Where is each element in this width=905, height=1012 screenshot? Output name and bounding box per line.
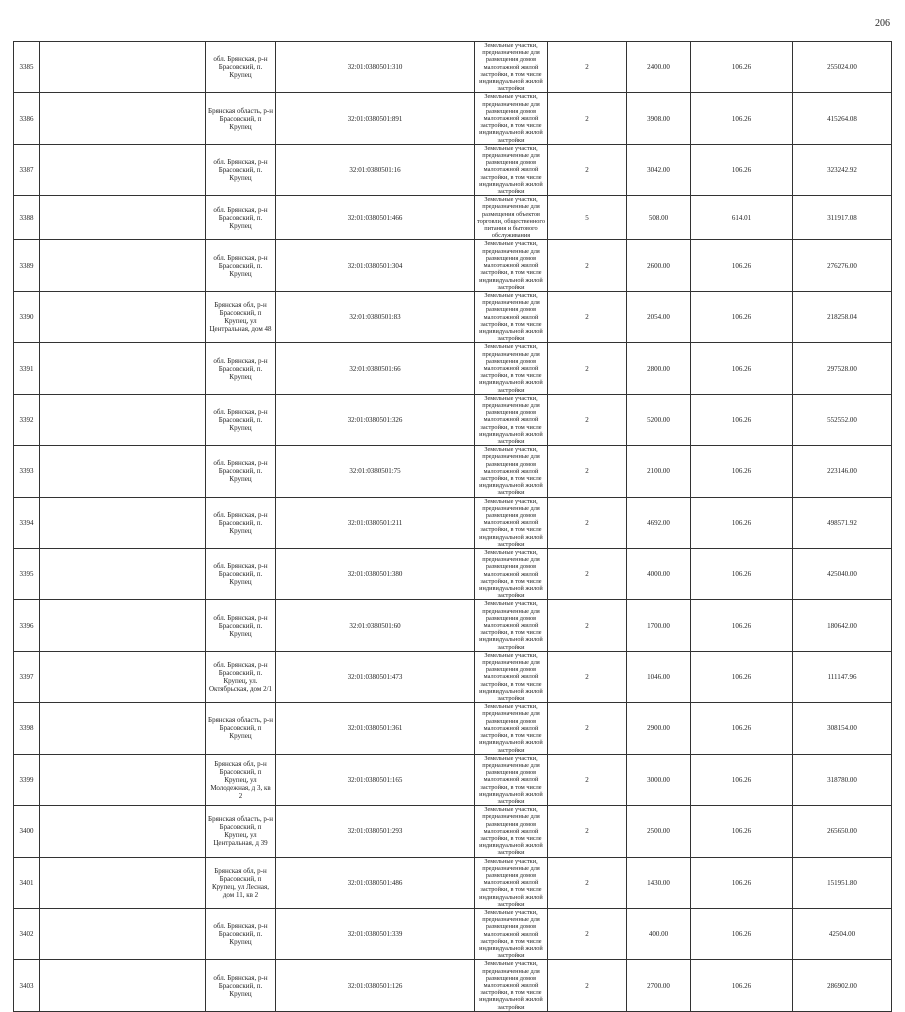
- specific-value-cell: 106.26: [691, 291, 793, 342]
- group-cell: 2: [548, 600, 627, 651]
- blank-cell: [40, 806, 206, 857]
- blank-cell: [40, 240, 206, 291]
- group-cell: 2: [548, 93, 627, 144]
- row-number-cell: 3392: [14, 394, 40, 445]
- cadastral-number-cell: 32:01:0380501:473: [276, 651, 475, 702]
- group-cell: 2: [548, 446, 627, 497]
- specific-value-cell: 106.26: [691, 144, 793, 195]
- address-cell: Брянская обл, р-н Брасовский, п Крупец, ул Молодежная, д 3, кв 2: [206, 754, 276, 805]
- address-cell: обл. Брянская, р-н Брасовский, п. Крупец: [206, 42, 276, 93]
- specific-value-cell: 106.26: [691, 651, 793, 702]
- group-cell: 2: [548, 651, 627, 702]
- table-row: [14, 754, 892, 805]
- page-number: 206: [875, 18, 890, 29]
- row-number-cell: 3388: [14, 196, 40, 240]
- cadastral-number-cell: 32:01:0380501:339: [276, 908, 475, 959]
- row-number-cell: 3396: [14, 600, 40, 651]
- table-row: [14, 497, 892, 548]
- cadastral-number-cell: 32:01:0380501:211: [276, 497, 475, 548]
- blank-cell: [40, 960, 206, 1011]
- land-use-cell: Земельные участки, предназначенные для размещения домов малоэтажной жилой застройки, в том числе индивидуальной жилой застройки: [475, 857, 548, 908]
- address-cell: обл. Брянская, р-н Брасовский, п. Крупец: [206, 394, 276, 445]
- address-cell: обл. Брянская, р-н Брасовский, п. Крупец: [206, 446, 276, 497]
- area-cell: 1430.00: [627, 857, 691, 908]
- table-row: [14, 343, 892, 394]
- row-number-cell: 3391: [14, 343, 40, 394]
- blank-cell: [40, 291, 206, 342]
- cadastral-value-cell: 552552.00: [793, 394, 892, 445]
- area-cell: 2700.00: [627, 960, 691, 1011]
- blank-cell: [40, 497, 206, 548]
- specific-value-cell: 614.01: [691, 196, 793, 240]
- row-number-cell: 3389: [14, 240, 40, 291]
- cadastral-value-cell: 425040.00: [793, 549, 892, 600]
- land-use-cell: Земельные участки, предназначенные для размещения домов малоэтажной жилой застройки, в том числе индивидуальной жилой застройки: [475, 806, 548, 857]
- land-use-cell: Земельные участки, предназначенные для размещения домов малоэтажной жилой застройки, в том числе индивидуальной жилой застройки: [475, 394, 548, 445]
- specific-value-cell: 106.26: [691, 857, 793, 908]
- specific-value-cell: 106.26: [691, 960, 793, 1011]
- table-row: [14, 908, 892, 959]
- cadastral-number-cell: 32:01:0380501:304: [276, 240, 475, 291]
- cadastral-number-cell: 32:01:0380501:83: [276, 291, 475, 342]
- group-cell: 2: [548, 703, 627, 754]
- group-cell: 2: [548, 240, 627, 291]
- blank-cell: [40, 651, 206, 702]
- cadastral-number-cell: 32:01:0380501:310: [276, 42, 475, 93]
- row-number-cell: 3390: [14, 291, 40, 342]
- land-use-cell: Земельные участки, предназначенные для размещения домов малоэтажной жилой застройки, в том числе индивидуальной жилой застройки: [475, 651, 548, 702]
- specific-value-cell: 106.26: [691, 703, 793, 754]
- blank-cell: [40, 754, 206, 805]
- table-row: [14, 196, 892, 240]
- address-cell: обл. Брянская, р-н Брасовский, п. Крупец: [206, 343, 276, 394]
- cadastral-value-cell: 265650.00: [793, 806, 892, 857]
- land-use-cell: Земельные участки, предназначенные для размещения домов малоэтажной жилой застройки, в том числе индивидуальной жилой застройки: [475, 703, 548, 754]
- specific-value-cell: 106.26: [691, 240, 793, 291]
- cadastral-value-cell: 276276.00: [793, 240, 892, 291]
- group-cell: 2: [548, 549, 627, 600]
- area-cell: 2500.00: [627, 806, 691, 857]
- group-cell: 2: [548, 806, 627, 857]
- area-cell: 1046.00: [627, 651, 691, 702]
- cadastral-number-cell: 32:01:0380501:326: [276, 394, 475, 445]
- address-cell: обл. Брянская, р-н Брасовский, п. Крупец: [206, 144, 276, 195]
- table-row: [14, 394, 892, 445]
- cadastral-value-table: [13, 41, 892, 1012]
- address-cell: Брянская область, р-н Брасовский, п Крупец: [206, 703, 276, 754]
- specific-value-cell: 106.26: [691, 908, 793, 959]
- group-cell: 2: [548, 754, 627, 805]
- area-cell: 2600.00: [627, 240, 691, 291]
- area-cell: 2900.00: [627, 703, 691, 754]
- table-row: [14, 446, 892, 497]
- cadastral-number-cell: 32:01:0380501:891: [276, 93, 475, 144]
- cadastral-number-cell: 32:01:0380501:466: [276, 196, 475, 240]
- land-use-cell: Земельные участки, предназначенные для размещения домов малоэтажной жилой застройки, в том числе индивидуальной жилой застройки: [475, 446, 548, 497]
- area-cell: 3042.00: [627, 144, 691, 195]
- area-cell: 3000.00: [627, 754, 691, 805]
- land-use-cell: Земельные участки, предназначенные для размещения домов малоэтажной жилой застройки, в том числе индивидуальной жилой застройки: [475, 240, 548, 291]
- blank-cell: [40, 549, 206, 600]
- group-cell: 5: [548, 196, 627, 240]
- area-cell: 508.00: [627, 196, 691, 240]
- cadastral-number-cell: 32:01:0380501:293: [276, 806, 475, 857]
- address-cell: обл. Брянская, р-н Брасовский, п. Крупец, ул. Октябрьская, дом 2/1: [206, 651, 276, 702]
- land-use-cell: Земельные участки, предназначенные для размещения домов малоэтажной жилой застройки, в том числе индивидуальной жилой застройки: [475, 42, 548, 93]
- land-use-cell: Земельные участки, предназначенные для размещения домов малоэтажной жилой застройки, в том числе индивидуальной жилой застройки: [475, 144, 548, 195]
- cadastral-number-cell: 32:01:0380501:486: [276, 857, 475, 908]
- specific-value-cell: 106.26: [691, 497, 793, 548]
- area-cell: 4000.00: [627, 549, 691, 600]
- address-cell: Брянская обл, р-н Брасовский, п Крупец, ул Центральная, дом 48: [206, 291, 276, 342]
- specific-value-cell: 106.26: [691, 343, 793, 394]
- group-cell: 2: [548, 42, 627, 93]
- address-cell: обл. Брянская, р-н Брасовский, п. Крупец: [206, 497, 276, 548]
- cadastral-number-cell: 32:01:0380501:126: [276, 960, 475, 1011]
- group-cell: 2: [548, 960, 627, 1011]
- area-cell: 2800.00: [627, 343, 691, 394]
- address-cell: обл. Брянская, р-н Брасовский, п. Крупец: [206, 196, 276, 240]
- land-use-cell: Земельные участки, предназначенные для размещения домов малоэтажной жилой застройки, в том числе индивидуальной жилой застройки: [475, 754, 548, 805]
- cadastral-value-cell: 286902.00: [793, 960, 892, 1011]
- cadastral-value-cell: 111147.96: [793, 651, 892, 702]
- specific-value-cell: 106.26: [691, 93, 793, 144]
- blank-cell: [40, 600, 206, 651]
- table-row: [14, 42, 892, 93]
- cadastral-value-cell: 318780.00: [793, 754, 892, 805]
- area-cell: 2100.00: [627, 446, 691, 497]
- cadastral-number-cell: 32:01:0380501:361: [276, 703, 475, 754]
- cadastral-number-cell: 32:01:0380501:165: [276, 754, 475, 805]
- blank-cell: [40, 42, 206, 93]
- table-row: [14, 549, 892, 600]
- table-row: [14, 960, 892, 1011]
- table-row: [14, 600, 892, 651]
- row-number-cell: 3387: [14, 144, 40, 195]
- table-row: [14, 806, 892, 857]
- address-cell: Брянская область, р-н Брасовский, п Крупец, ул Центральная, д 39: [206, 806, 276, 857]
- address-cell: обл. Брянская, р-н Брасовский, п. Крупец: [206, 240, 276, 291]
- cadastral-number-cell: 32:01:0380501:75: [276, 446, 475, 497]
- row-number-cell: 3386: [14, 93, 40, 144]
- specific-value-cell: 106.26: [691, 446, 793, 497]
- blank-cell: [40, 394, 206, 445]
- row-number-cell: 3397: [14, 651, 40, 702]
- cadastral-value-cell: 498571.92: [793, 497, 892, 548]
- cadastral-value-cell: 415264.08: [793, 93, 892, 144]
- land-use-cell: Земельные участки, предназначенные для размещения домов малоэтажной жилой застройки, в том числе индивидуальной жилой застройки: [475, 93, 548, 144]
- cadastral-number-cell: 32:01:0380501:380: [276, 549, 475, 600]
- blank-cell: [40, 908, 206, 959]
- group-cell: 2: [548, 343, 627, 394]
- area-cell: 5200.00: [627, 394, 691, 445]
- area-cell: 400.00: [627, 908, 691, 959]
- area-cell: 4692.00: [627, 497, 691, 548]
- cadastral-value-cell: 223146.00: [793, 446, 892, 497]
- blank-cell: [40, 446, 206, 497]
- address-cell: Брянская область, р-н Брасовский, п Крупец: [206, 93, 276, 144]
- row-number-cell: 3394: [14, 497, 40, 548]
- specific-value-cell: 106.26: [691, 394, 793, 445]
- address-cell: Брянская обл, р-н Брасовский, п Крупец, ул Лесная, дом 11, кв 2: [206, 857, 276, 908]
- table-row: [14, 703, 892, 754]
- land-use-cell: Земельные участки, предназначенные для размещения домов малоэтажной жилой застройки, в том числе индивидуальной жилой застройки: [475, 291, 548, 342]
- cadastral-value-cell: 308154.00: [793, 703, 892, 754]
- land-use-cell: Земельные участки, предназначенные для размещения домов малоэтажной жилой застройки, в том числе индивидуальной жилой застройки: [475, 549, 548, 600]
- row-number-cell: 3393: [14, 446, 40, 497]
- row-number-cell: 3400: [14, 806, 40, 857]
- specific-value-cell: 106.26: [691, 42, 793, 93]
- table-row: [14, 857, 892, 908]
- cadastral-value-cell: 151951.80: [793, 857, 892, 908]
- specific-value-cell: 106.26: [691, 600, 793, 651]
- cadastral-number-cell: 32:01:0380501:16: [276, 144, 475, 195]
- table-row: [14, 93, 892, 144]
- blank-cell: [40, 144, 206, 195]
- land-use-cell: Земельные участки, предназначенные для размещения домов малоэтажной жилой застройки, в том числе индивидуальной жилой застройки: [475, 600, 548, 651]
- row-number-cell: 3398: [14, 703, 40, 754]
- land-use-cell: Земельные участки, предназначенные для размещения объектов торговли, общественного питания и бытового обслуживания: [475, 196, 548, 240]
- blank-cell: [40, 343, 206, 394]
- cadastral-value-cell: 323242.92: [793, 144, 892, 195]
- cadastral-value-cell: 218258.04: [793, 291, 892, 342]
- table-row: [14, 144, 892, 195]
- group-cell: 2: [548, 144, 627, 195]
- area-cell: 2054.00: [627, 291, 691, 342]
- cadastral-value-cell: 42504.00: [793, 908, 892, 959]
- row-number-cell: 3395: [14, 549, 40, 600]
- land-use-cell: Земельные участки, предназначенные для размещения домов малоэтажной жилой застройки, в том числе индивидуальной жилой застройки: [475, 960, 548, 1011]
- specific-value-cell: 106.26: [691, 549, 793, 600]
- cadastral-value-cell: 180642.00: [793, 600, 892, 651]
- blank-cell: [40, 703, 206, 754]
- group-cell: 2: [548, 394, 627, 445]
- specific-value-cell: 106.26: [691, 806, 793, 857]
- group-cell: 2: [548, 908, 627, 959]
- specific-value-cell: 106.26: [691, 754, 793, 805]
- group-cell: 2: [548, 291, 627, 342]
- cadastral-value-cell: 297528.00: [793, 343, 892, 394]
- area-cell: 3908.00: [627, 93, 691, 144]
- cadastral-number-cell: 32:01:0380501:66: [276, 343, 475, 394]
- cadastral-number-cell: 32:01:0380501:60: [276, 600, 475, 651]
- area-cell: 1700.00: [627, 600, 691, 651]
- table-row: [14, 651, 892, 702]
- land-use-cell: Земельные участки, предназначенные для размещения домов малоэтажной жилой застройки, в том числе индивидуальной жилой застройки: [475, 343, 548, 394]
- land-use-cell: Земельные участки, предназначенные для размещения домов малоэтажной жилой застройки, в том числе индивидуальной жилой застройки: [475, 497, 548, 548]
- row-number-cell: 3403: [14, 960, 40, 1011]
- address-cell: обл. Брянская, р-н Брасовский, п. Крупец: [206, 549, 276, 600]
- row-number-cell: 3401: [14, 857, 40, 908]
- blank-cell: [40, 93, 206, 144]
- area-cell: 2400.00: [627, 42, 691, 93]
- address-cell: обл. Брянская, р-н Брасовский, п. Крупец: [206, 908, 276, 959]
- group-cell: 2: [548, 857, 627, 908]
- cadastral-value-cell: 255024.00: [793, 42, 892, 93]
- table-row: [14, 240, 892, 291]
- address-cell: обл. Брянская, р-н Брасовский, п. Крупец: [206, 600, 276, 651]
- cadastral-value-cell: 311917.08: [793, 196, 892, 240]
- table-body: [14, 42, 892, 1012]
- row-number-cell: 3399: [14, 754, 40, 805]
- blank-cell: [40, 196, 206, 240]
- row-number-cell: 3385: [14, 42, 40, 93]
- land-use-cell: Земельные участки, предназначенные для размещения домов малоэтажной жилой застройки, в том числе индивидуальной жилой застройки: [475, 908, 548, 959]
- group-cell: 2: [548, 497, 627, 548]
- address-cell: обл. Брянская, р-н Брасовский, п. Крупец: [206, 960, 276, 1011]
- table-row: [14, 291, 892, 342]
- blank-cell: [40, 857, 206, 908]
- row-number-cell: 3402: [14, 908, 40, 959]
